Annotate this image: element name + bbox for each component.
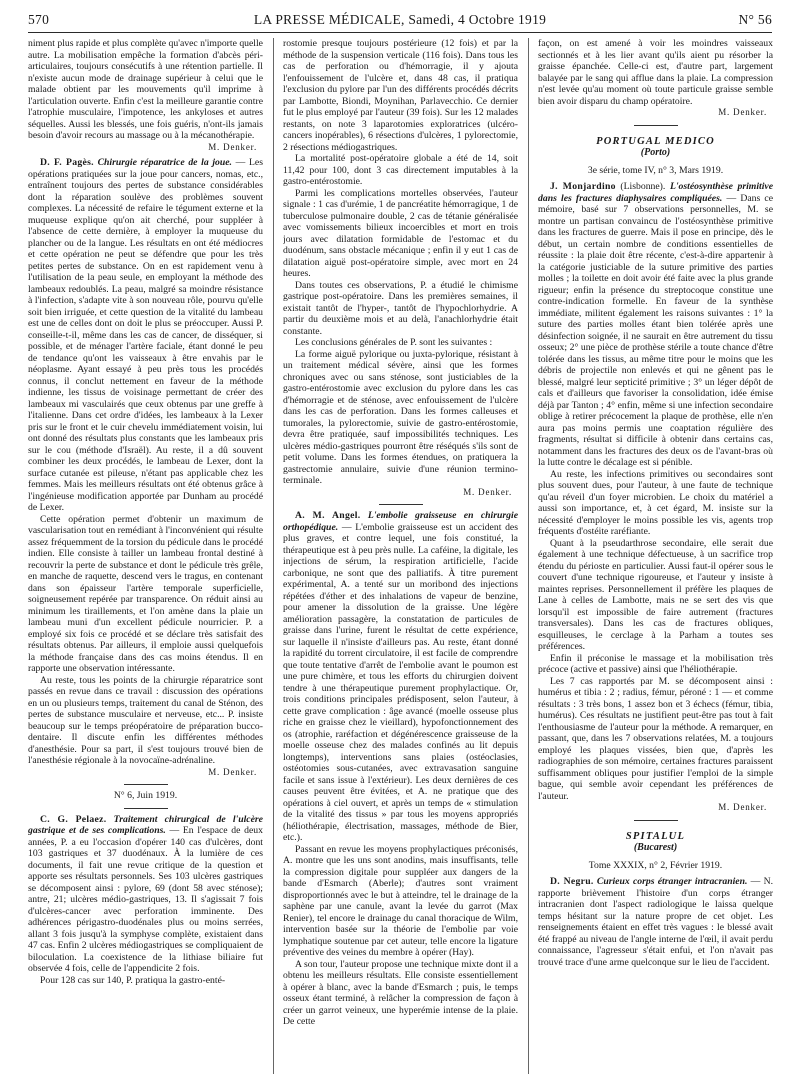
- column-2: [283, 38, 518, 1076]
- separator-rule: [379, 504, 423, 505]
- paragraph: Quant à la pseudarthrose secondaire, elle serait due également à une technique défectueuse, à un sacrifice trop étendu du périoste en particulier. Aussi faut-il opérer sous le couvert d'une technique rigoureuse, et l'auteur y insiste à maintes reprises. Personnellement il préfère les plaques de Lane à celles de Lambotte, mais ne se sert des vis que lorsqu'il est impossible de faire autrement (fractures transversales). Dans les cas de fractures obliques, esquilleuses, le cerclage à la Parham a toutes ses préférences.: [538, 537, 773, 652]
- journal-place: (Bucarest): [633, 842, 678, 853]
- article-body: — Dans ce mémoire, basé sur 7 observations personnelles, M. se montre un partisan convaincu de l'ostéosynthèse primitive dans les fractures de guerre. Mais il pose en principe, dès le début, un certain nombre de conditions essentielles de réussite : la plaie doit être récente, c'est-à-dire appartenir à la catégorie justiciable de la suture primitive des parties molles ; la toilette en doit avoir été faite avec la plus grande rigueur; enfin la présence du streptocoque constitue une contre-indication formelle. En faveur de la synthèse immédiate, militent également les raisons suivantes : 1° la suture des parties molles étant bien tolérée après une désinfection soignée, il ne saurait en être autrement du tissu osseux; 2° une pièce de prothèse stérile a toute chance d'être tolérée dans les tissus, au même titre pour le moins que les débris de projectile non enlevés et qui ne gênent pas le blessé, malgré leur septicité primitive ; 3° un léger dépôt de cals et d'ailleurs que favoriser la consolidation, idée émise déjà par Tanton ; 4° enfin, même si une infection secondaire oblige à retirer précocement la plaque de prothèse, elle n'en aura pas moins permis une coaptation régulière des fragments, résultat si difficile à obtenir dans certains cas, notamment dans les fractures des deux os de l'avant-bras où la lutte contre le décalage est si pénible.: [538, 192, 773, 468]
- paragraph: Cette opération permet d'obtenir un maximum de vascularisation tout en remédiant à l'inconvénient qui résulte assez fréquemment de la torsion du pédicule dans le procédé indien. Elle consiste à tailler un lambeau frontal destiné à recouvrir la perte de substance et dont le pédicule très grêle, en manche de raquette, descend vers le tragus, en contenant dans son épaisseur l'artère temporale superficielle, soigneusement repérée par transparence. On réduit ainsi au minimum les tiraillements, et l'on amène dans la plaie un lambeau muni d'un excellent pédicule nourricier. P. a employé six fois ce procédé et se déclare très satisfait des résultats obtenus. Par ailleurs, il emploie aussi quelquefois la méthode française dans des cas moins étendus. Il en rapporte une observation intéressante.: [28, 513, 263, 674]
- signature: M. Denker.: [718, 107, 767, 117]
- paragraph: niment plus rapide et plus complète qu'avec n'importe quelle autre. La mobilisation empêche la formation d'abcès péri-articulaires, toujours consécutifs à une rétention partielle. Il n'existe aucun mode de drainage supérieur à celui que le malade obtient par les mouvements qu'il imprime à l'articulation ouverte. Enfin c'est la meilleure garantie contre l'atrophie musculaire, l'impotence, les ankyloses et autres séquelles. Aussi les blessés, une fois guéris, n'ont-ils jamais besoin d'avoir recours au massage ou à la mécanothérapie.: [28, 38, 263, 141]
- journal-name: PORTUGAL MEDICO: [596, 135, 715, 147]
- paragraph: Les conclusions générales de P. sont les suivantes :: [295, 337, 493, 348]
- journal-issue: Tome XXXIX, n° 2, Février 1919.: [588, 859, 723, 871]
- article-body: — Les opérations pratiquées sur la joue pour cancers, nomas, etc., entraînent toujours des pertes de substance considérables dont la réparation soulève des problèmes souvent complexes. La nécessité de refaire le tégument externe et la muqueuse explique qu'on ait cherché, pour suppléer à l'absence de cette dernière, à employer la muqueuse du plancher ou de la langue. Les résultats en ont été médiocres et cette opération ne peut se défendre que pour les très petites pertes de substance. On en est rapidement venu à l'utilisation de la peau seule, en employant la méthode des lambeaux redoublés. La peau, malgré sa moindre résistance à l'infection, s'adapte vite à son nouveau rôle, pourvu qu'elle soit bien irriguée, et cette question de la vitalité du lambeau est une de celles dont on doit le plus se préoccuper. Aussi P. conseille-t-il, même dans les cas de cancer, de disséquer, si possible, et de ménager l'artère faciale, étant donné le peu de tendance qu'ont les vaisseaux à être envahis par le néoplasme. Ayant essayé à peu près tous les procédés connus, il conclut nettement en faveur de la méthode indienne, les tissus de voisinage permettant de créer des lambeaux mi vasculairés que ceux obtenus par une greffe à l'italienne. Dans cet ordre d'idées, les lambeaux à la Lexer pris sur le front et le cuir chevelu immédiatement voisin, lui ont donné des résultats plus constants que les lambeaux pris sur le cou (méthode d'Israël). Au reste, il a dû souvent combiner les deux procédés, le lambeau de Lexer, dont la surface cutanée est pileuse, n'étant pas applicable chez les femmes. Mais les meilleurs résultats ont été obtenus grâce à l'ingénieuse modification apportée par Dunham au procédé de Lexer.: [28, 157, 263, 513]
- paragraph: Dans toutes ces observations, P. a étudié le chimisme gastrique post-opératoire. Dans les premières semaines, il existait tantôt de l'hyper-, tantôt de l'hypochlorhydrie. A partir du deuxième mois et au delà, l'anachlorhydrie était constante.: [283, 279, 518, 337]
- paragraph: La mortalité post-opératoire globale a été de 14, soit 11,42 pour 100, dont 3 cas directement imputables à la gastro-entérostomie.: [283, 153, 518, 187]
- running-title: LA PRESSE MÉDICALE, Samedi, 4 Octobre 1919: [253, 12, 547, 27]
- article-author: A. M. Angel.: [295, 510, 361, 521]
- article-body: — L'embolie graisseuse est un accident des plus graves, et contre lequel, une fois constitué, la thérapeutique est à peu près nulle. La caféine, la digitale, les injections de sérum, la respiration artificielle, l'acide carbonique, ne sont que des palliatifs. À titre purement expérimental, A. a tenté sur un moribond des injections répétées d'éther et des inhalations de vapeur de benzine, pour amener la dissolution de la graisse. Une légère amélioration passagère, la constatation de particules de graisse dans l'urine, furent le résultat de cette expérience, sur laquelle il n'insiste d'ailleurs pas. Au reste, étant donné la rapidité du torrent circulatoire, il est facile de comprendre que toute tentative d'arrêt de l'embolie avant le poumon est une pure chimère, et tous les efforts du chirurgien doivent tendre à une thérapeutique purement prophylactique. Or, trois conditions principales prédisposent, selon l'auteur, à cette grave complication : âge avancé (moelle osseuse plus riche en graisse chez le vieillard), hypofonctionnement des os (atrophie, raréfaction et dégénérescence graisseuse de la moelle osseuse chez des malades confinés au lit depuis longtemps), interventions sans plaies (ostéoclasies, ostéotomies sous-cutanées, avec extravasation sanguine facile et sans issue à l'extérieur). Les deux dernières de ces causes peuvent être évitées, et A. ne pratique que des opérations à ciel ouvert, et après un temps de « stimulation de la vitalité des tissus » par tous les moyens appropriés (héliothérapie, électrisation, massages, méthode de Bier, etc.).: [283, 521, 518, 843]
- article-author: D. Negru.: [550, 876, 594, 887]
- issue-number: N° 56: [738, 12, 772, 27]
- article-negru: [538, 876, 773, 968]
- signature: M. Denker.: [718, 802, 767, 812]
- separator-rule: [634, 125, 678, 126]
- article-pages: [28, 157, 263, 514]
- journal-issue: 3e série, tome IV, n° 3, Mars 1919.: [587, 164, 724, 176]
- signature: M. Denker.: [463, 486, 512, 497]
- separator-rule: [124, 808, 168, 809]
- column-1: [28, 38, 263, 1076]
- article-title: Curieux corps étranger intracranien.: [596, 876, 748, 887]
- paragraph: Passant en revue les moyens prophylactiques préconisés, A. montre que les uns sont anodins, mais insuffisants, telle la compression digitale pour suppléer aux dangers de la bande d'Esmarch (Aberle); d'autres sont vraiment disproportionnés avec le but à atteindre, tel le drainage de la saphène par une canule, avant la levée du garrot (Max Renier), tel encore le drainage du canal thoracique de Wilm, intervention basée sur la théorie de l'embolie par voie lymphatique soutenue par cet auteur, telle encore la ligature préventive des veines du membre à opérer (Hay).: [283, 843, 518, 958]
- signature: M. Denker.: [208, 141, 257, 152]
- column-divider-2: [528, 38, 529, 1074]
- journal-name: SPITALUL: [625, 830, 686, 842]
- paragraph: La forme aiguë pylorique ou juxta-pylorique, résistant à un traitement médical sévère, ainsi que les formes chroniques avec ou sans sténose, sont justiciables de la gastro-entérostomie avec exclusion du pylore dans les cas d'hémorragie et de sténose, avec enfouissement de l'ulcère dans les cas de perforation. Dans les formes calleuses et tumorales, la pylorectomie, suivie de gastro-entérostomie, devra être pratiquée, sauf impossibilités techniques. Les ulcères médio-gastriques pourront être réséqués s'ils sont de petit volume. Dans les formes étendues, on pratiquera la gastrectomie annulaire, suivie d'une réunion termino-terminale.: [283, 348, 518, 486]
- article-author: C. G. Pelaez.: [40, 813, 107, 825]
- article-title: L'ostéosynthèse primitive dans les fractures diaphysaires compliquées.: [538, 181, 773, 204]
- paragraph: Pour 128 cas sur 140, P. pratiqua la gastro-enté-: [40, 974, 226, 986]
- journal-place: (Porto): [640, 147, 671, 158]
- column-3: [538, 38, 773, 1076]
- article-author: J. Monjardino: [550, 181, 616, 192]
- paragraph: façon, on est amené à voir les moindres vaisseaux sectionnés et à les lier avant qu'ils aient pu résorber la graisse épanchée. Celle-ci est, d'autre part, largement balayée par le sang qui afflue dans la plaie. La compression n'est levée qu'au moment où toute particule graisse semble bien avoir disparu du champ opératoire.: [538, 38, 773, 107]
- page-header: [28, 10, 772, 30]
- article-pelaez: [28, 814, 263, 975]
- paragraph: Enfin il préconise le massage et la mobilisation très précoce (active et passive) ainsi que l'héliothérapie.: [538, 652, 773, 675]
- article-title: Chirurgie réparatrice de la joue.: [97, 157, 232, 168]
- article-author-city: (Lisbonne).: [620, 181, 666, 192]
- paragraph: Au reste, tous les points de la chirurgie réparatrice sont passés en revue dans ce travail : discussion des opérations en un ou plusieurs temps, traitement du canal de Sténon, des pertes de substance musculaire et nerveuse, etc... P. insiste beaucoup sur le temps préopératoire de préparation bucco-dentaire. Il discute enfin les différentes méthodes d'anesthésie. Pour sa part, il s'est toujours trouvé bien de l'anesthésie régionale à la novocaïne-adrénaline.: [28, 674, 263, 766]
- article-title: L'embolie graisseuse en chirurgie orthopédique.: [283, 510, 518, 533]
- paragraph: rostomie presque toujours postérieure (12 fois) et par la méthode de la suspension verticale (116 fois). Dans tous les cas de perforation ou d'hémorragie, il y ajouta l'enfouissement de l'ulcère et, dans 48 cas, il pratiqua l'exclusion du pylore par l'un des différents procédés décrits par Lambotte, Biondi, Moynihan, Parlavecchio. Ce dernier fut le plus employé par l'auteur (39 fois). Sur les 12 malades restants, on note 3 laparotomies exploratrices (ulcéro-cancers inopérables), 6 résections d'ulcères, 1 pylorectomie, 2 résections médiogastriques.: [283, 38, 518, 153]
- paragraph: Les 7 cas rapportés par M. se décomposent ainsi : humérus et tibia : 2 ; radius, fémur, péroné : 1 — et comme résultats : 3 très bons, 1 assez bon et 3 échecs (fémur, tibia, humérus). Ces résultats ne justifient peut-être pas tout à fait l'enthousiasme de l'auteur pour la méthode. A remarquer, en passant, que, dans les 7 observations relatées, M. a toujours employé les plaques vissées, bien que, d'après les radiographies de son mémoire, certaines fractures paraissent suffisamment obliques pour justifier l'emploi de la simple bague, qui semble avoir cependant les préférences de l'auteur.: [538, 675, 773, 802]
- article-monjardino: [538, 181, 773, 469]
- article-angel: [283, 510, 518, 844]
- paragraph: Au reste, les infections primitives ou secondaires sont plus souvent dues, pour l'auteur, à une faute de technique qu'au réveil d'un foyer microbien. Le choix du matériel a aussi son importance, et, à cet égard, M. insiste sur la nécessité d'employer le moins possible les vis, agents trop fréquents d'ostéite raréfiante.: [538, 468, 773, 537]
- separator-rule: [124, 784, 168, 785]
- separator-rule: [634, 820, 678, 821]
- paragraph: A son tour, l'auteur propose une technique mixte dont il a obtenu les meilleurs résultats. Elle consiste essentiellement à opérer à blanc, avec la bande d'Esmarch ; puis, le temps osseux étant terminé, à relâcher la compression de façon à créer un garrot veineux, une hyperémie intense de la plaie. De cette: [283, 958, 518, 1027]
- article-title: Traitement chirurgical de l'ulcère gastrique et de ses complications.: [28, 813, 263, 836]
- article-body: — N. rapporte brièvement l'histoire d'un corps étranger intracranien dont l'aspect radiologique le laissa quelque temps hésitant sur la nature propre de cet objet. Les renseignements étaient en effet très vagues : le blessé avait été frappé au niveau de l'angle interne de l'œil, il avait perdu connaissance, l'agresseur s'était enfui, et l'on n'avait pas trouvé trace d'une arme quelconque sur le lieu de l'accident.: [538, 876, 773, 968]
- header-rule: [28, 32, 772, 33]
- article-author: D. F. Pagès.: [40, 157, 94, 168]
- column-divider-1: [273, 38, 274, 1074]
- signature: M. Denker.: [208, 766, 257, 777]
- issue-date: N° 6, Juin 1919.: [113, 790, 178, 801]
- paragraph: Parmi les complications mortelles observées, l'auteur signale : 1 cas d'urémie, 1 de pancréatite hémorragique, 1 de tuberculose pulmonaire double, 2 cas de tétanie généralisée avec vomissements bilieux incoercibles et mort en trois jours avec dilatation formidable de l'estomac et du duodénum, sans obstacle mécanique ; enfin il y eut 1 cas de dilatation aiguë post-opératoire simple, avec mort en 24 heures.: [283, 187, 518, 279]
- page-number: 570: [28, 12, 50, 27]
- article-body: — En l'espace de deux années, P. a eu l'occasion d'opérer 140 cas d'ulcères, dont 103 gastriques et 37 duodénaux. À la lumière de ces documents, il fait une revue critique de la question et apporte ses résultats personnels. Ses 103 ulcères gastriques se décomposent ainsi : pylore, 69 (dont 58 avec sténose); antre, 21; ulcères médio-gastriques, 13. Il s'agissait 7 fois d'ulcères-cancer avec perforation imminente. Des adhérences périgastro-duodénales plus ou moins serrées, allant 3 fois jusqu'à la symphyse complète, existaient dans 47 cas. Enfin 2 ulcères médiogastriques se compliquaient de biloculation. La coexistence de la lithiase biliaire fut observée 4 fois, celle de l'appendicite 2 fois.: [28, 825, 263, 974]
